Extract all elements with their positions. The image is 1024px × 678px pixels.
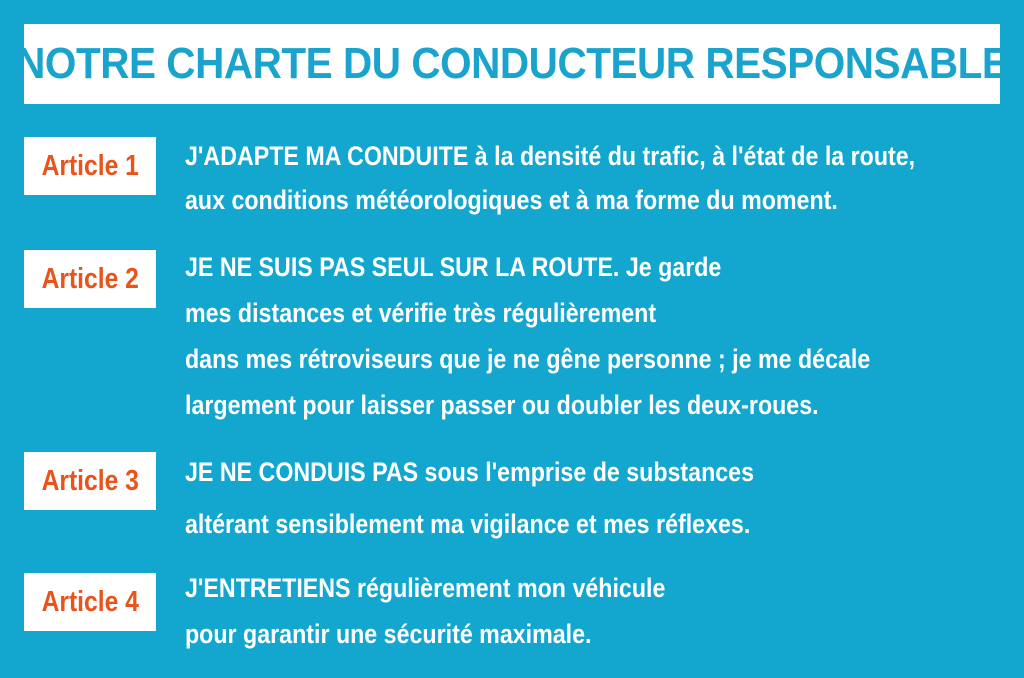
article-4-label: Article 4 xyxy=(41,585,139,618)
article-2-badge xyxy=(24,250,156,308)
article-3-line-1: JE NE CONDUIS PAS sous l'emprise de substances xyxy=(185,457,755,487)
article-2-label: Article 2 xyxy=(41,262,139,295)
article-2-text xyxy=(185,244,870,428)
article-2-line-4: largement pour laisser passer ou doubler les deux-roues. xyxy=(185,390,819,420)
article-4-line-1: J'ENTRETIENS régulièrement mon véhicule xyxy=(185,573,666,603)
article-4-badge xyxy=(24,573,156,631)
article-3-label: Article 3 xyxy=(41,464,139,497)
article-4-line-2: pour garantir une sécurité maximale. xyxy=(185,619,592,649)
article-2-line-3: dans mes rétroviseurs que je ne gêne personne ; je me décale xyxy=(185,344,871,374)
article-1-line-1: J'ADAPTE MA CONDUITE à la densité du trafic, à l'état de la route, xyxy=(185,141,916,171)
article-3-line-2: altérant sensiblement ma vigilance et mes réflexes. xyxy=(185,509,751,539)
article-3 xyxy=(24,452,847,550)
article-1-label: Article 1 xyxy=(41,149,139,182)
article-1-text xyxy=(185,134,915,222)
article-1-line-2: aux conditions météorologiques et à ma forme du moment. xyxy=(185,185,838,215)
article-3-badge xyxy=(24,452,156,510)
article-2-line-2: mes distances et vérifie très régulièrement xyxy=(185,298,657,328)
article-4 xyxy=(24,573,744,657)
title-banner xyxy=(15,24,1009,104)
article-2-line-1: JE NE SUIS PAS SEUL SUR LA ROUTE. Je garde xyxy=(185,252,722,282)
article-1 xyxy=(24,137,1024,222)
page-title: NOTRE CHARTE DU CONDUCTEUR RESPONSABLE xyxy=(15,39,1009,88)
article-3-text xyxy=(185,446,754,550)
article-2 xyxy=(24,250,982,428)
article-1-badge xyxy=(24,137,156,195)
article-4-text xyxy=(185,565,665,657)
